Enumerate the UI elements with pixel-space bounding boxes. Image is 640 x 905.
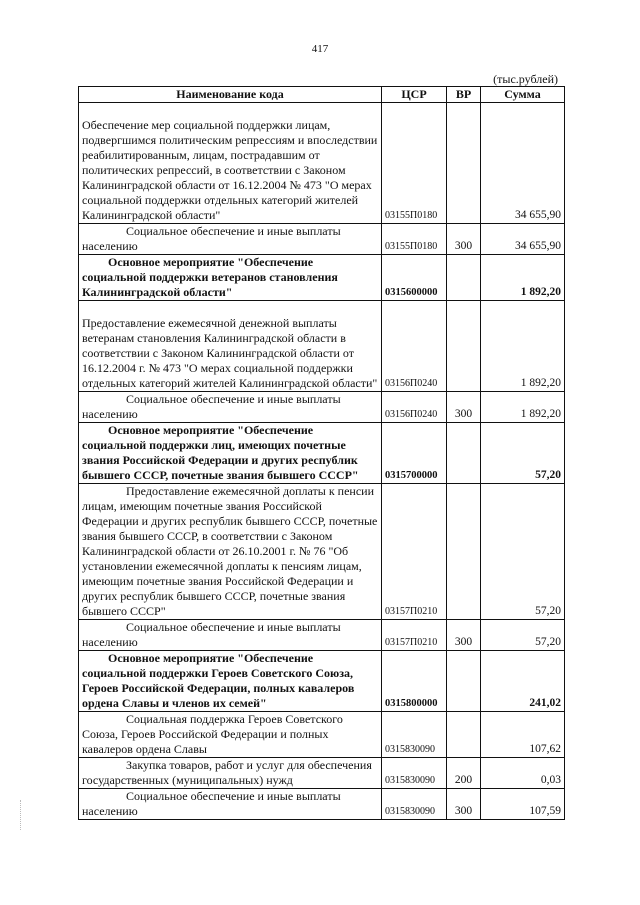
- table-header-row: [79, 87, 565, 103]
- table-row: [79, 255, 565, 301]
- row-vr: 300: [447, 620, 481, 651]
- row-vr: [447, 651, 481, 712]
- row-sum: 57,20: [481, 620, 565, 651]
- row-name: Социальное обеспечение и иные выплаты населению: [79, 224, 382, 255]
- table-row: [79, 301, 565, 392]
- table-row: [79, 423, 565, 484]
- row-csr: 03155П0180: [382, 103, 447, 224]
- table-row: [79, 789, 565, 820]
- table-row: [79, 651, 565, 712]
- header-csr: ЦСР: [382, 87, 447, 103]
- row-vr: 300: [447, 789, 481, 820]
- table-row: [79, 712, 565, 758]
- row-vr: [447, 484, 481, 620]
- budget-table: [78, 86, 565, 820]
- table-row: [79, 103, 565, 224]
- row-name: Социальное обеспечение и иные выплаты населению: [79, 789, 382, 820]
- row-vr: [447, 712, 481, 758]
- row-name: Основное мероприятие "Обеспечение социальной поддержки Героев Советского Союза, Героев Российской Федерации, полных кавалеров ордена Славы и членов их семей": [79, 651, 382, 712]
- row-sum: 34 655,90: [481, 103, 565, 224]
- table-row: [79, 620, 565, 651]
- row-csr: 0315800000: [382, 651, 447, 712]
- row-csr: 03155П0180: [382, 224, 447, 255]
- row-csr: 0315830090: [382, 789, 447, 820]
- table-row: [79, 758, 565, 789]
- header-vr: ВР: [447, 87, 481, 103]
- row-name: Социальное обеспечение и иные выплаты населению: [79, 392, 382, 423]
- row-vr: [447, 255, 481, 301]
- row-csr: 0315830090: [382, 712, 447, 758]
- row-csr: 03157П0210: [382, 620, 447, 651]
- scan-margin-mark: [20, 800, 22, 830]
- row-vr: [447, 301, 481, 392]
- row-vr: [447, 423, 481, 484]
- row-vr: 300: [447, 392, 481, 423]
- row-csr: 0315830090: [382, 758, 447, 789]
- row-sum: 0,03: [481, 758, 565, 789]
- row-csr: 03157П0210: [382, 484, 447, 620]
- row-name: Предоставление ежемесячной денежной выплаты ветеранам становления Калининградской области в соответствии с Законом Калининградской области от 16.12.2004 г. № 473 "О мерах социальной поддержки отдельных категорий жителей Калининградской области": [79, 301, 382, 392]
- row-csr: 0315600000: [382, 255, 447, 301]
- row-sum: 57,20: [481, 484, 565, 620]
- row-name: Закупка товаров, работ и услуг для обеспечения государственных (муниципальных) нужд: [79, 758, 382, 789]
- table-row: [79, 392, 565, 423]
- row-csr: 03156П0240: [382, 301, 447, 392]
- row-name: Основное мероприятие "Обеспечение социальной поддержки лиц, имеющих почетные звания Российской Федерации и других республик бывшего СССР, почетные звания бывшего СССР": [79, 423, 382, 484]
- row-sum: 241,02: [481, 651, 565, 712]
- row-name: Обеспечение мер социальной поддержки лицам, подвергшимся политическим репрессиям и впоследствии реабилитированным, лицам, пострадавшим от политических репрессий, в соответствии с Законом Калининградской области от 16.12.2004 № 473 "О мерах социальной поддержки отдельных категорий жителей Калининградской области": [79, 103, 382, 224]
- row-vr: 300: [447, 224, 481, 255]
- row-sum: 57,20: [481, 423, 565, 484]
- row-name: Основное мероприятие "Обеспечение социальной поддержки ветеранов становления Калининградской области": [79, 255, 382, 301]
- page-number: 417: [311, 43, 329, 55]
- row-name: Предоставление ежемесячной доплаты к пенсии лицам, имеющим почетные звания Российской Федерации и других республик бывшего СССР, почетные звания бывшего СССР, в соответствии с Законом Калининградской области от 26.10.2001 г. № 76 "Об установлении ежемесячной доплаты к пенсиям лицам, имеющим почетные звания Российской Федерации и других республик бывшего СССР, почетные звания бывшего СССР": [79, 484, 382, 620]
- row-sum: 107,62: [481, 712, 565, 758]
- table-row: [79, 224, 565, 255]
- row-name: Социальная поддержка Героев Советского Союза, Героев Российской Федерации и полных кавалеров ордена Славы: [79, 712, 382, 758]
- table-row: [79, 484, 565, 620]
- row-sum: 34 655,90: [481, 224, 565, 255]
- row-csr: 03156П0240: [382, 392, 447, 423]
- header-name: Наименование кода: [79, 87, 382, 103]
- row-vr: 200: [447, 758, 481, 789]
- row-csr: 0315700000: [382, 423, 447, 484]
- header-sum: Сумма: [481, 87, 565, 103]
- row-sum: 1 892,20: [481, 301, 565, 392]
- row-sum: 107,59: [481, 789, 565, 820]
- row-sum: 1 892,20: [481, 392, 565, 423]
- row-name: Социальное обеспечение и иные выплаты населению: [79, 620, 382, 651]
- units-label: (тыс.рублей): [493, 72, 558, 86]
- row-sum: 1 892,20: [481, 255, 565, 301]
- row-vr: [447, 103, 481, 224]
